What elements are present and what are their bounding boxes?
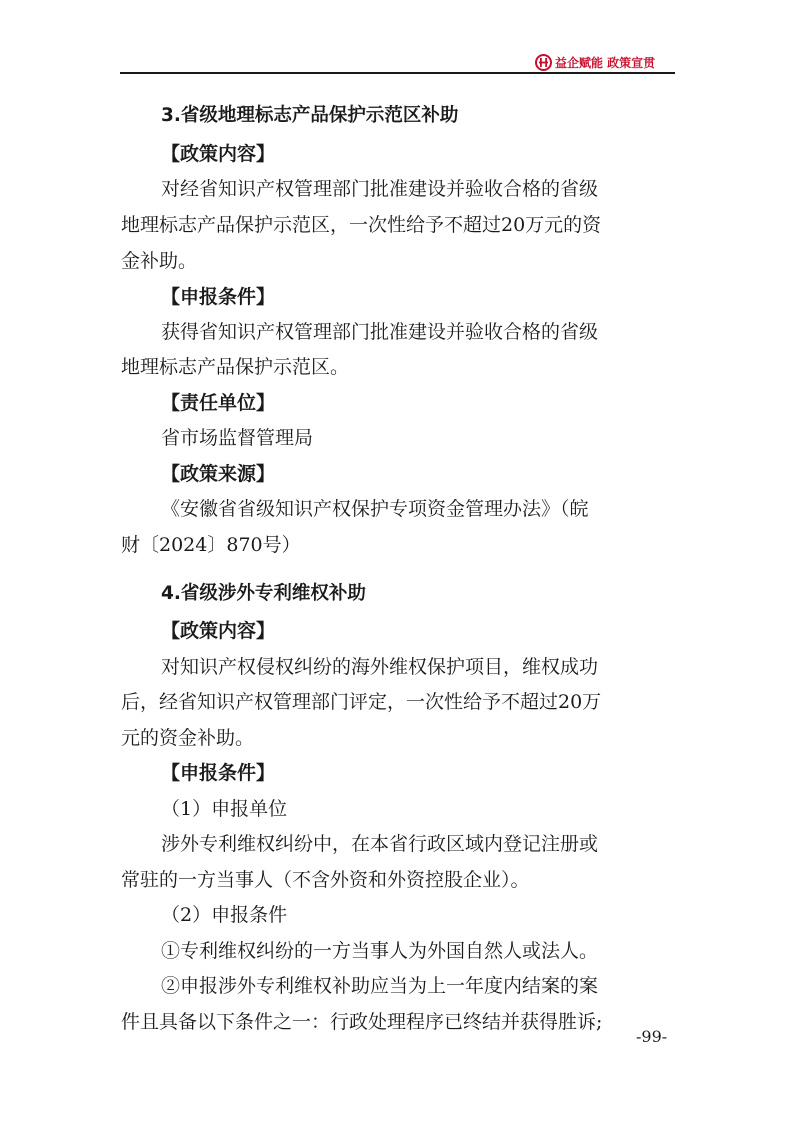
list-item: ②申报涉外专利维权补助应当为上一年度内结案的案 bbox=[161, 975, 599, 997]
paragraph-line: 金补助。 bbox=[121, 250, 198, 272]
paragraph-line: 元的资金补助。 bbox=[121, 727, 255, 749]
section-4-title: 4.省级涉外专利维权补助 bbox=[161, 583, 366, 604]
list-item: ①专利维权纠纷的一方当事人为外国自然人或法人。 bbox=[161, 940, 599, 962]
paragraph-line: 后，经省知识产权管理部门评定，一次性给予不超过20万 bbox=[121, 691, 602, 713]
paragraph-line: 获得省知识产权管理部门批准建设并验收合格的省级 bbox=[161, 321, 599, 343]
paragraph-line: 常驻的一方当事人（不含外资和外资控股企业）。 bbox=[121, 869, 530, 891]
header-rule bbox=[120, 72, 675, 74]
paragraph-line: 地理标志产品保护示范区。 bbox=[121, 356, 350, 378]
application-conditions-heading: 【申报条件】 bbox=[161, 286, 276, 308]
paragraph-line: 财〔2024〕870号） bbox=[121, 534, 301, 556]
paragraph-line: 涉外专利维权纠纷中，在本省行政区域内登记注册或 bbox=[161, 833, 599, 855]
policy-source-heading: 【政策来源】 bbox=[161, 463, 276, 485]
brand-text: 益企赋能 政策宣贯 bbox=[555, 55, 656, 70]
circle-h-logo-icon bbox=[535, 54, 552, 71]
responsible-unit-heading: 【责任单位】 bbox=[161, 392, 276, 414]
policy-content-heading: 【政策内容】 bbox=[161, 620, 276, 642]
section-3-title: 3.省级地理标志产品保护示范区补助 bbox=[161, 105, 459, 126]
paragraph-line: 件且具备以下条件之一：行政处理程序已终结并获得胜诉; bbox=[121, 1011, 603, 1033]
paragraph-line: 省市场监督管理局 bbox=[161, 427, 314, 449]
policy-content-heading: 【政策内容】 bbox=[161, 143, 276, 165]
subsection-title: （2）申报条件 bbox=[161, 904, 288, 926]
header-brand bbox=[535, 52, 655, 72]
paragraph-line: 对经省知识产权管理部门批准建设并验收合格的省级 bbox=[161, 178, 599, 200]
application-conditions-heading: 【申报条件】 bbox=[161, 762, 276, 784]
page-number: -99- bbox=[636, 1027, 668, 1046]
paragraph-line: 对知识产权侵权纠纷的海外维权保护项目，维权成功 bbox=[161, 656, 599, 678]
paragraph-line: 《安徽省省级知识产权保护专项资金管理办法》（皖 bbox=[161, 498, 589, 520]
subsection-title: （1）申报单位 bbox=[161, 798, 288, 820]
paragraph-line: 地理标志产品保护示范区，一次性给予不超过20万元的资 bbox=[121, 214, 602, 236]
